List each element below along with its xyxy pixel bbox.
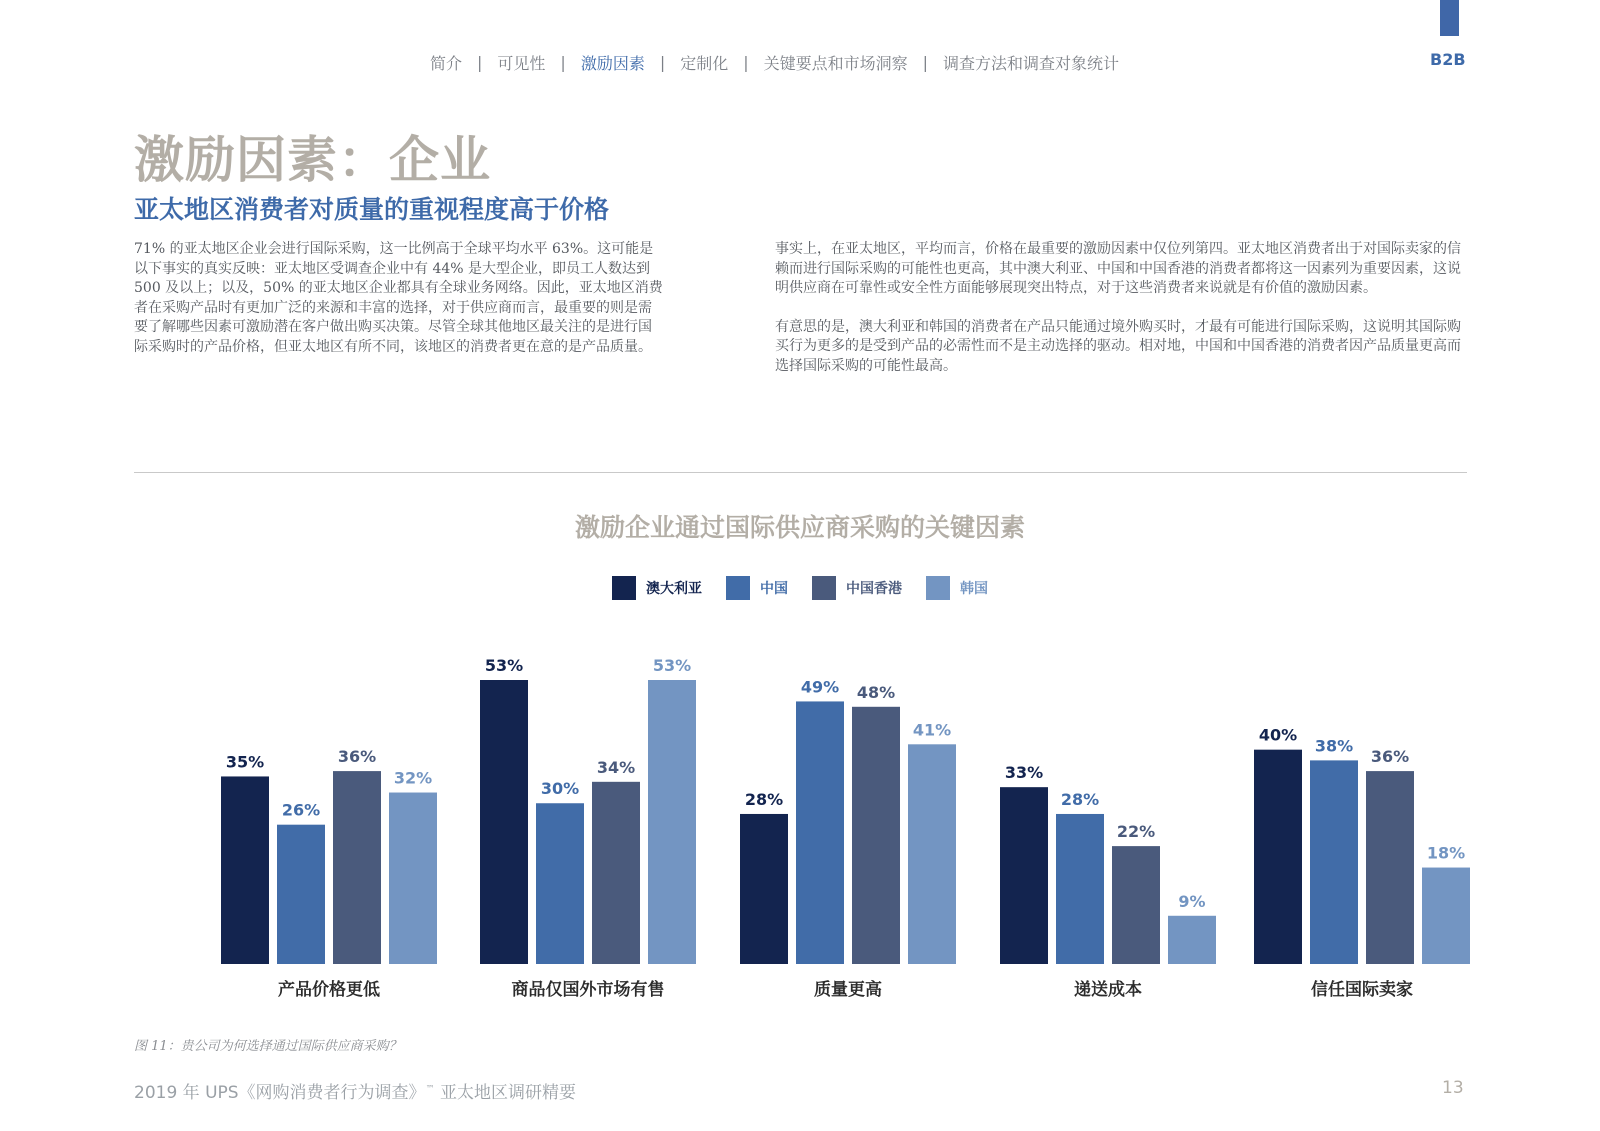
data-label: 28% <box>1060 789 1100 809</box>
legend-label: 韩国 <box>960 581 988 597</box>
category-label: 产品价格更低 <box>278 980 380 1000</box>
footer-title: 2019 年 UPS《网购消费者行为调查》 <box>134 1083 426 1103</box>
bar <box>908 744 956 964</box>
data-label: 28% <box>744 789 784 809</box>
bar <box>480 680 528 964</box>
data-label: 34% <box>596 757 636 777</box>
paragraph: 事实上，在亚太地区，平均而言，价格在最重要的激励因素中仅位列第四。亚太地区消费者出于对国际卖家的信赖而进行国际采购的可能性也更高，其中澳大利亚、中国和中国香港的消费者都将这一因素列为重要因素，这说明供应商在可靠性或安全性方面能够展现突出特点，对于这些消费者来说就是有价值的激励因素。 <box>775 241 1461 296</box>
bar <box>1112 846 1160 964</box>
bar <box>1310 760 1358 964</box>
footer-subtitle: 亚太地区调研精要 <box>434 1083 576 1103</box>
bar <box>1000 787 1048 964</box>
nav-separator: | <box>560 52 566 72</box>
data-label: 36% <box>1370 747 1410 767</box>
legend-label: 中国 <box>760 581 788 597</box>
nav-item[interactable]: 调查方法和调查对象统计 <box>943 53 1120 73</box>
bar <box>1422 868 1470 964</box>
data-label: 22% <box>1116 822 1156 842</box>
figure-caption: 图 11：贵公司为何选择通过国际供应商采购？ <box>134 1039 402 1054</box>
nav-separator: | <box>659 52 666 72</box>
bar <box>1056 814 1104 964</box>
nav-separator: | <box>743 52 749 72</box>
nav-item[interactable]: 可见性 <box>497 53 546 73</box>
data-label: 53% <box>484 656 524 675</box>
category-label: 信任国际卖家 <box>1311 980 1413 1000</box>
category-label: 递送成本 <box>1074 980 1142 1000</box>
nav-item[interactable]: 简介 <box>430 53 463 73</box>
bar <box>1254 750 1302 964</box>
bar <box>221 776 269 964</box>
page-number: 13 <box>1442 1078 1464 1098</box>
data-label: 36% <box>337 747 377 767</box>
data-label: 26% <box>281 800 321 820</box>
data-label: 30% <box>540 779 580 799</box>
nav-separator: | <box>477 52 483 72</box>
category-label: 商品仅国外市场有售 <box>511 980 665 1000</box>
trademark-mark: ™ <box>425 1084 435 1095</box>
bar <box>740 814 788 964</box>
data-label: 35% <box>225 752 265 772</box>
nav-separator: | <box>922 52 929 72</box>
bar <box>536 803 584 964</box>
category-label: 质量更高 <box>814 980 882 1000</box>
bar <box>333 771 381 964</box>
nav-item[interactable]: 关键要点和市场洞察 <box>763 53 908 73</box>
bar <box>796 701 844 964</box>
data-label: 48% <box>856 682 896 702</box>
footer-text <box>134 1078 576 1103</box>
data-label: 38% <box>1314 736 1354 756</box>
bar <box>592 782 640 964</box>
data-label: 41% <box>912 720 952 740</box>
b2b-badge: B2B <box>1430 50 1466 69</box>
chart-title: 激励企业通过国际供应商采购的关键因素 <box>574 513 1025 542</box>
data-label: 33% <box>1004 763 1044 783</box>
page-subtitle: 亚太地区消费者对质量的重视程度高于价格 <box>134 195 610 224</box>
data-label: 40% <box>1258 725 1298 745</box>
legend-label: 中国香港 <box>846 581 902 597</box>
page-title: 激励因素：企业 <box>134 131 491 189</box>
legend-label: 澳大利亚 <box>646 581 702 597</box>
nav-item[interactable]: 定制化 <box>680 53 729 73</box>
paragraph: 71% 的亚太地区企业会进行国际采购，这一比例高于全球平均水平 63%。这可能是以下事实的真实反映：亚太地区受调查企业中有 44% 是大型企业，即员工人数达到 500 及以上；以及，50% 的亚太地区企业都具有全球业务网络。因此，亚太地区消费者在采购产品时有更加广泛的来源和丰富的选择，对于供应商而言，最重要的则是需要了解哪些因素可激励潜在客户做出购买决策。尽管全球其他地区最关注的是进行国际采购时的产品价格，但亚太地区有所不同，该地区的消费者更在意的是产品质量。 <box>134 241 663 355</box>
bar <box>1366 771 1414 964</box>
data-label: 53% <box>652 656 692 675</box>
bar <box>852 707 900 964</box>
data-label: 9% <box>1178 891 1206 911</box>
bar <box>389 793 437 964</box>
data-label: 49% <box>800 677 840 697</box>
nav-item[interactable]: 激励因素 <box>580 53 645 73</box>
bar <box>1168 916 1216 964</box>
data-label: 18% <box>1426 843 1466 863</box>
bar <box>648 680 696 964</box>
bar <box>277 825 325 964</box>
paragraph: 有意思的是，澳大利亚和韩国的消费者在产品只能通过境外购买时，才最有可能进行国际采购，这说明其国际购买行为更多的是受到产品的必需性而不是主动选择的驱动。相对地，中国和中国香港的消费者因产品质量更高而选择国际采购的可能性最高。 <box>775 318 1461 374</box>
data-label: 32% <box>393 768 433 788</box>
